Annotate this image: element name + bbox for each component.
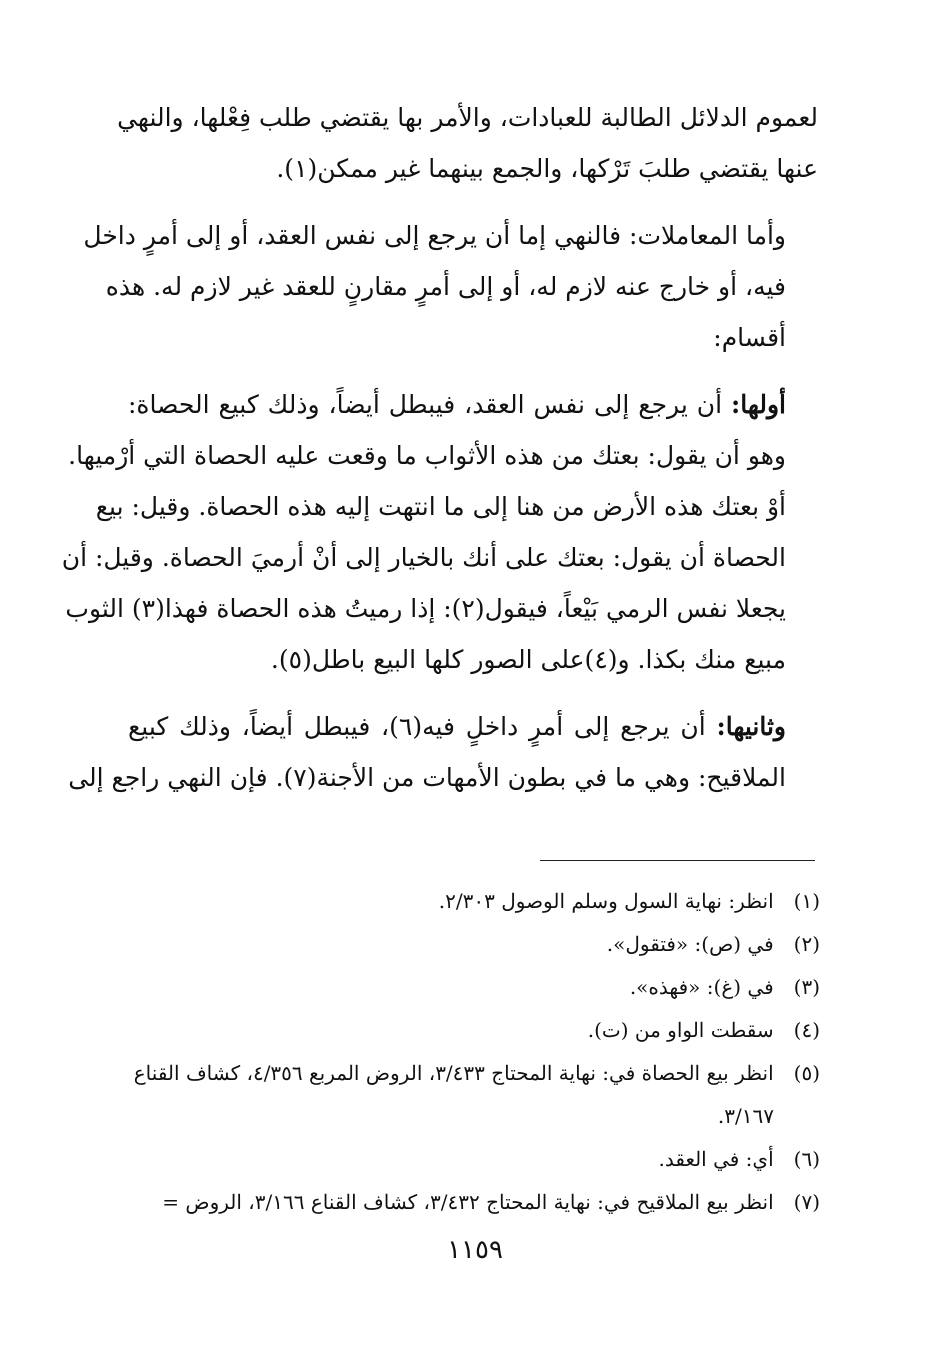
footnote-text: انظر: نهاية السول وسلم الوصول ٢/٣٠٣. (438, 889, 774, 913)
footnote-number: (٥) (793, 1061, 820, 1085)
footnote-number: (١) (793, 889, 820, 913)
footnote-continuation: ٣/١٦٧. (717, 1104, 774, 1128)
text-line: وأما المعاملات: فالنهي إما أن يرجع إلى نفس العقد، أو إلى أمرٍ داخل (83, 221, 786, 250)
text-line: الحصاة أن يقول: بعتك على أنك بالخيار إلى أنْ أرميَ الحصاة. وقيل: أن (61, 543, 786, 572)
text-line (128, 701, 818, 752)
paragraph-lead: أولها: (730, 390, 786, 419)
paragraph-2 (83, 210, 818, 363)
text-line: عنها يقتضي طلبَ تَرْكها، والجمع بينهما غير ممكن(١). (276, 154, 818, 183)
footnote-text: انظر بيع الملاقيح في: نهاية المحتاج ٣/٤٣٢، كشاف القناع ٣/١٦٦، الروض = (162, 1190, 774, 1214)
footnote-number: (٤) (793, 1018, 820, 1042)
text-line: أقسام: (713, 323, 786, 352)
footnote (128, 880, 820, 923)
text-line: لعموم الدلائل الطالبة للعبادات، والأمر بها يقتضي طلب فِعْلها، والنهي (117, 103, 818, 132)
paragraph-4 (68, 701, 818, 803)
footnote-text: في (غ): «فهذه». (629, 975, 774, 999)
page-number: ١١٥٩ (447, 1235, 503, 1265)
footnote (128, 1181, 820, 1224)
footnote-text: في (ص): «فتقول». (606, 932, 774, 956)
footnote-divider (540, 860, 815, 861)
text-line: وهو أن يقول: بعتك من هذه الأثواب ما وقعت عليه الحصاة التي أرْميها. (68, 441, 786, 470)
footnote (128, 1009, 820, 1052)
footnote (128, 966, 820, 1009)
footnote-number: (٧) (793, 1190, 820, 1214)
paragraph-1 (117, 92, 818, 194)
text-line: فيه، أو خارج عنه لازم له، أو إلى أمرٍ مقارنٍ للعقد غير لازم له. هذه (105, 272, 786, 301)
text-segment: أن يرجع إلى نفس العقد، فيبطل أيضاً، وذلك كبيع الحصاة: (128, 390, 731, 419)
footnote (128, 923, 820, 966)
main-text (61, 92, 818, 819)
footnote (128, 1052, 820, 1095)
footnote-text: سقطت الواو من (ت). (587, 1018, 774, 1042)
footnote (128, 1138, 820, 1181)
footnote-number: (٣) (793, 975, 820, 999)
paragraph-lead: وثانيها: (716, 712, 787, 741)
text-line: الملاقيح: وهي ما في بطون الأمهات من الأجنة(٧). فإن النهي راجع إلى (68, 763, 786, 792)
text-line (128, 379, 818, 430)
text-line: أوْ بعتك هذه الأرض من هنا إلى ما انتهت إليه هذه الحصاة. وقيل: بيع (95, 492, 786, 521)
footnote-number: (٦) (793, 1147, 820, 1171)
footnote-text: أي: في العقد. (658, 1147, 774, 1171)
text-segment: أن يرجع إلى أمرٍ داخلٍ فيه(٦)، فيبطل أيضاً، وذلك كبيع (128, 712, 717, 741)
text-line: مبيع منك بكذا. و(٤)على الصور كلها البيع باطل(٥). (270, 645, 786, 674)
footnote-number: (٢) (793, 932, 820, 956)
footnotes (128, 880, 820, 1224)
paragraph-3 (61, 379, 818, 685)
footnote-text: انظر بيع الحصاة في: نهاية المحتاج ٣/٤٣٣، الروض المربع ٤/٣٥٦، كشاف القناع (133, 1061, 774, 1085)
text-line: يجعلا نفس الرمي بَيْعاً، فيقول(٢): إذا رميتُ هذه الحصاة فهذا(٣) الثوب (65, 594, 786, 623)
